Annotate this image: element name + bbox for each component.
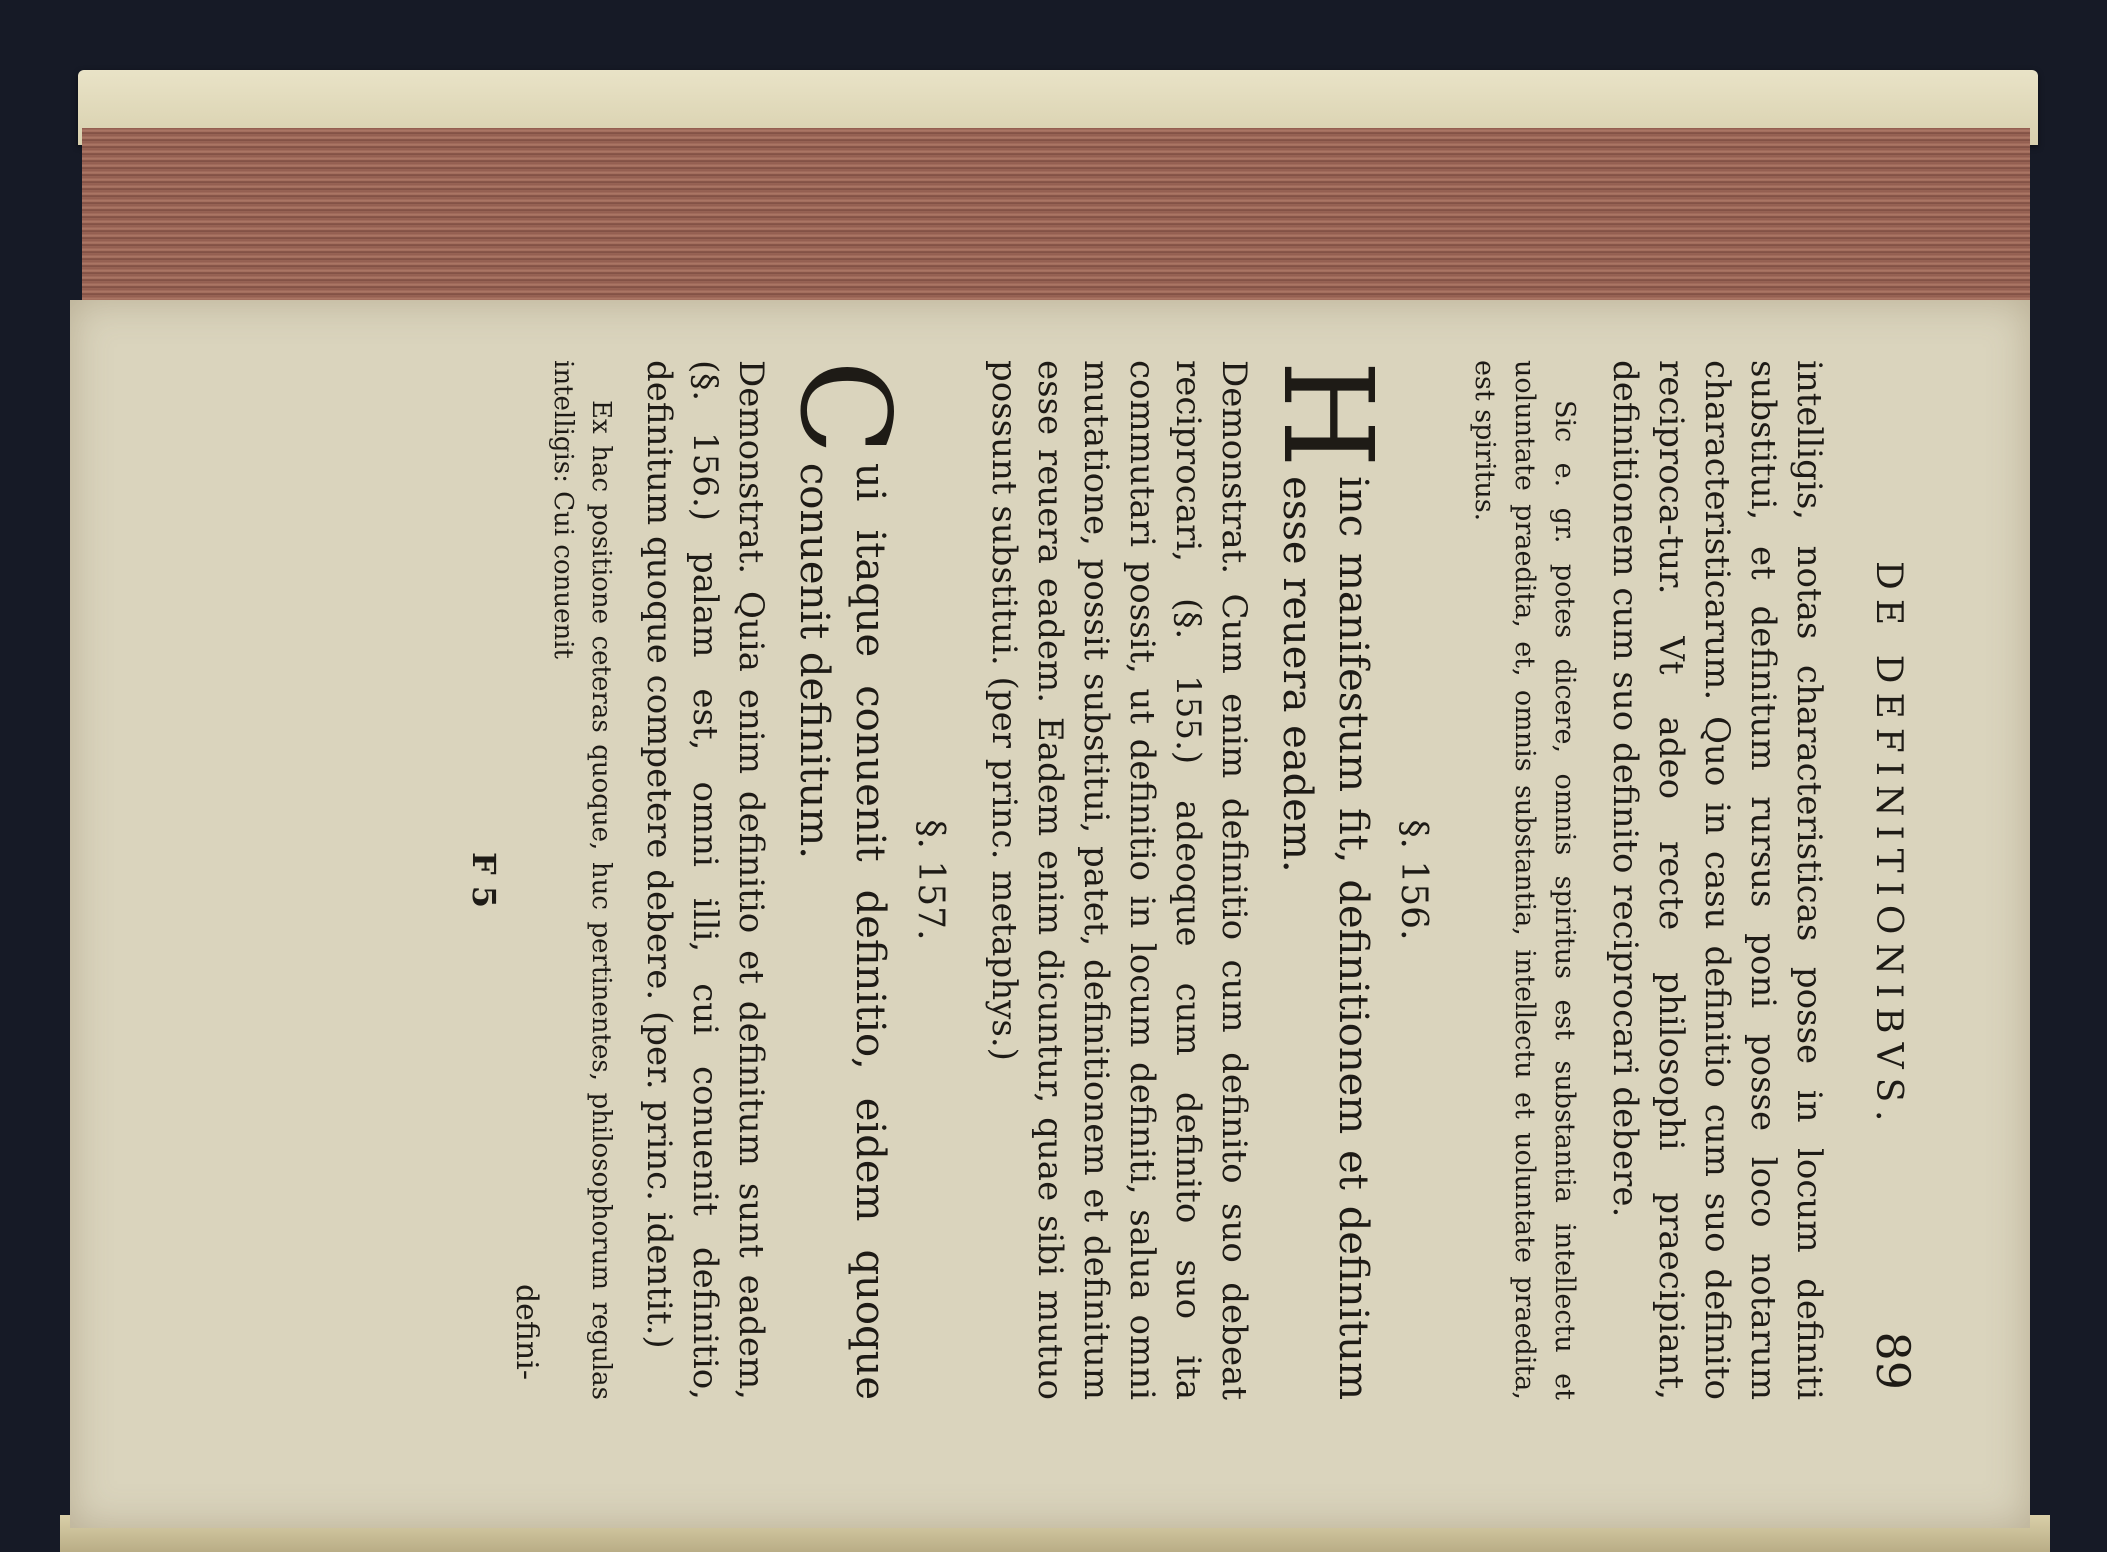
page-content: [70, 300, 2030, 1528]
dropcap-156: H: [1255, 360, 1399, 469]
text-block: [465, 360, 1920, 1400]
note-1: Sic e. gr. potes dicere, omnis spiritus est substantia intellectu et uoluntate praedita, et, omnis substantia, intellectu et uoluntate praedita, est spiritus.: [1469, 360, 1580, 1400]
catchword: defini-: [509, 1283, 544, 1380]
paragraph-1: intelligis, notas characteristicas posse in locum definiti substitui, et definitum rursus poni posse loco notarum characteristicarum. Quo in casu definitio cum suo definito reciproca-tur. Vt adeo recte philosophi praecipiant, definitionem cum suo definito reciprocari debere.: [1605, 360, 1829, 1400]
page-number: 89: [1866, 1331, 1920, 1390]
demonstration-157: Demonstrat. Quia enim definitio et definitum sunt eadem, (§. 156.) palam est, omni illi, cui conuenit definitio, definitum quoque competere debere. (per. princ. identit.): [639, 360, 771, 1400]
running-head: [1866, 360, 1920, 1400]
note-2: Ex hac positione ceteras quoque, huc pertinentes, philosophorum regulas intelligis: Cui conuenit: [548, 360, 616, 1400]
proposition-156-text: inc manifestum fit, definitionem et definitum esse reuera eadem.: [1274, 476, 1376, 1400]
proposition-157-text: ui itaque conuenit definitio, eidem quoque conuenit definitum.: [791, 462, 893, 1400]
proposition-157: [772, 360, 916, 1400]
demonstration-156: Demonstrat. Cum enim definitio cum definito suo debeat reciprocari, (§. 155.) adeoque cum definito suo ita commutari possit, ut definitio in locum definiti, salua omni mutatione, possit substitui, patet, definitionem et definitum esse reuera eadem. Eadem enim dicuntur, quae sibi mutuo possunt substitui. (per princ. metaphys.): [984, 360, 1254, 1400]
running-head-title: DE DEFINITIONIBVS.: [1868, 561, 1909, 1131]
signature-mark: F 5: [465, 851, 503, 909]
book-page: [70, 300, 2030, 1528]
section-156-heading: §. 156.: [1393, 819, 1434, 941]
dropcap-157: C: [772, 360, 916, 455]
proposition-156: [1255, 360, 1399, 1400]
section-157-heading: §. 157.: [910, 819, 951, 941]
